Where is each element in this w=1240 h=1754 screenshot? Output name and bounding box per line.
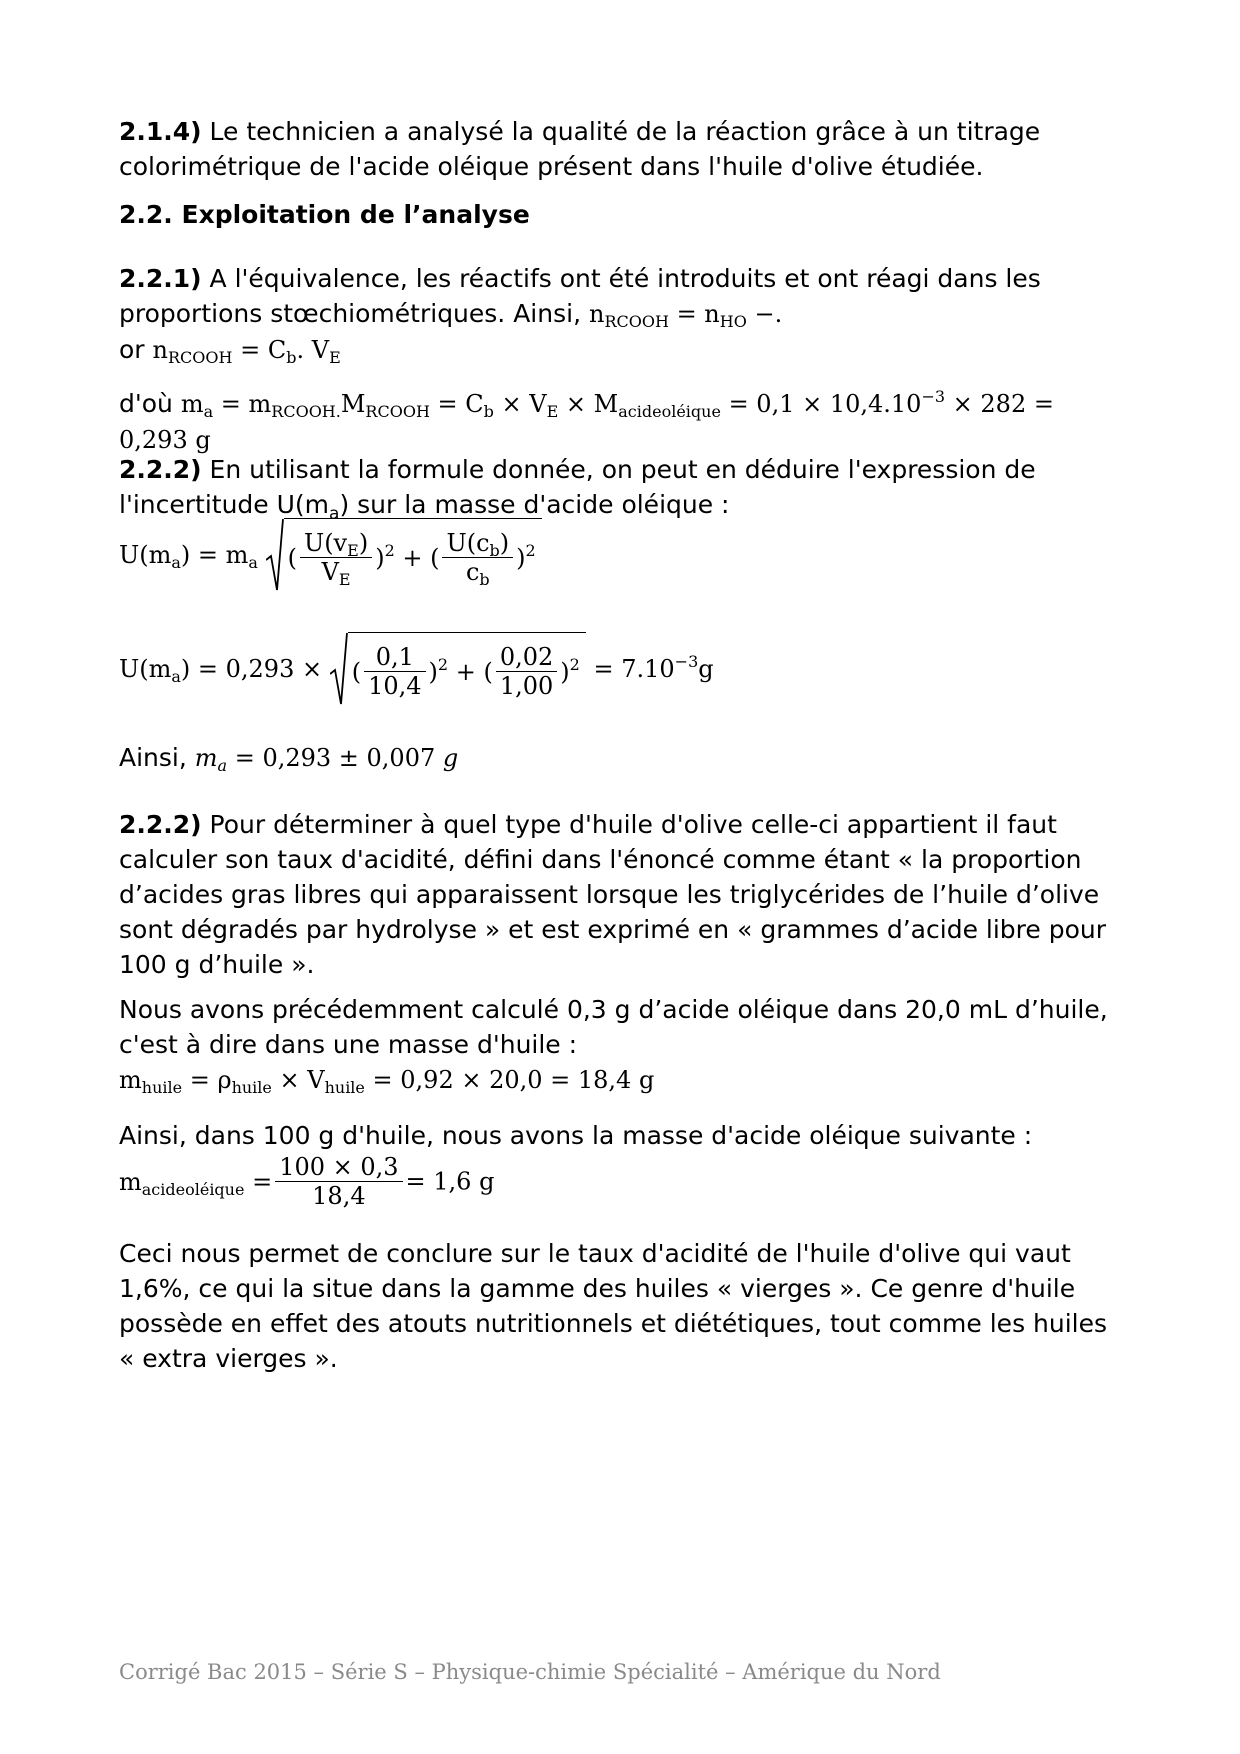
equation-n-equality: $n_{RCOOH} = n_{HO}$ −. (588, 300, 783, 331)
section-2-2-heading (119, 197, 1129, 232)
square-root-icon: ( $\frac{0,1}{10,4}$ )$^2$ + ( $\frac{0,02}{1,00}$ )$^2$ (330, 632, 586, 706)
paragraph-text: Nous avons précédemment calculé 0,3 g d’acide oléique dans 20,0 mL d’huile, c'est à dire dans une masse d'huile : (119, 995, 1108, 1059)
conclusion-paragraph (119, 1236, 1129, 1376)
section-number: 2.1.4) (119, 117, 202, 146)
square-root-icon: ( $\frac{U(v_E)}{V_E}$ )$^2$ + ( $\frac{U(c_b)}{c_b}$ )$^2$ (266, 518, 542, 592)
section-2-2-2-uncertainty: 2.2.2) En utilisant la formule donnée, on peut en déduire l'expression de l'incertitude $U(m_a)$ sur la masse d'acide oléique : (119, 455, 1036, 524)
section-2-2-2-acidity (119, 807, 1129, 982)
or-label: or (119, 335, 153, 364)
section-heading: 2.2. Exploitation de l’analyse (119, 200, 530, 229)
acid-mass-paragraph (119, 1118, 1129, 1210)
paragraph-text: A l'équivalence, les réactifs ont été introduits et ont réagi dans les proportions stœchiométriques. Ainsi, (119, 264, 1041, 328)
section-2-2-1 (119, 261, 1129, 368)
paragraph-text: En utilisant la formule donnée, on peut en déduire l'expression de l'incertitude U(m (119, 455, 1036, 519)
section-2-1-4 (119, 114, 1129, 184)
equation-n-cb-ve: $n_{RCOOH} = C_b$. $V_E$ (152, 336, 341, 367)
equation-acid-mass-100g: $m_{acideoléique}$ = $\frac{100 \times 0,3}{18,4}$ = 1,6 g (119, 1153, 495, 1210)
section-number: 2.2.1) (119, 264, 202, 293)
equation-oil-mass: $m_{huile} = \rho_{huile} \times V_{huile} = 0,92 \times 20,0 = 18,4$ g (119, 1066, 655, 1097)
uncertainty-result: Ainsi, $m_a = 0,293 \pm 0,007$ g (119, 743, 459, 775)
equation-uncertainty-numeric: $U(m_a) = 0,293$ × ( $\frac{0,1}{10,4}$ )$^2$ + ( $\frac{0,02}{1,00}$ )$^2$ = $7.10^{-3}g$ (119, 654, 714, 682)
paragraph-text: Ainsi, dans 100 g d'huile, nous avons la masse d'acide oléique suivante : (119, 1121, 1033, 1150)
paragraph-text: Ceci nous permet de conclure sur le taux d'acidité de l'huile d'olive qui vaut 1,6%, ce qui la situe dans la gamme des huiles « vierges ». Ce genre d'huile possède en effet des atouts nutritionnels et diététiques, tout comme les huiles « extra vierges ». (119, 1239, 1108, 1373)
paragraph-text: Pour déterminer à quel type d'huile d'olive celle-ci appartient il faut calculer son taux d'acidité, défini dans l'énoncé comme étant « la proportion d’acides gras libres qui apparaissent lorsque les triglycérides de l’huile d’olive sont dégradés par hydrolyse » et est exprimé en « grammes d’acide libre pour 100 g d’huile ». (119, 810, 1106, 979)
page-footer: Corrigé Bac 2015 – Série S – Physique-chimie Spécialité – Amérique du Nord (119, 1660, 941, 1684)
section-number: 2.2.2) (119, 455, 202, 484)
oil-mass-paragraph (119, 992, 1129, 1098)
uncertainty-formula (119, 518, 1129, 592)
equation-uncertainty-general: $U(m_a) = m_a$ ( $\frac{U(v_E)}{V_E}$ )$^2$ + ( $\frac{U(c_b)}{c_b}$ )$^2$ (119, 540, 542, 568)
dou-label: d'où (119, 389, 181, 418)
paragraph-text: Le technicien a analysé la qualité de la réaction grâce à un titrage colorimétrique de l'acide oléique présent dans l'huile d'olive étudiée. (119, 117, 1041, 181)
equation-mass-acid: $m_a = m_{RCOOH.}M_{RCOOH} = C_b \times V_E \times M_{acideoléique} = 0,1 \times 10,4.10^{-3} \times 282 = 0,293$ g (119, 387, 1054, 454)
mass-calculation-line (119, 386, 1129, 458)
ainsi-label: Ainsi, (119, 743, 195, 772)
uncertainty-numeric (119, 632, 1129, 706)
section-number: 2.2.2) (119, 810, 202, 839)
